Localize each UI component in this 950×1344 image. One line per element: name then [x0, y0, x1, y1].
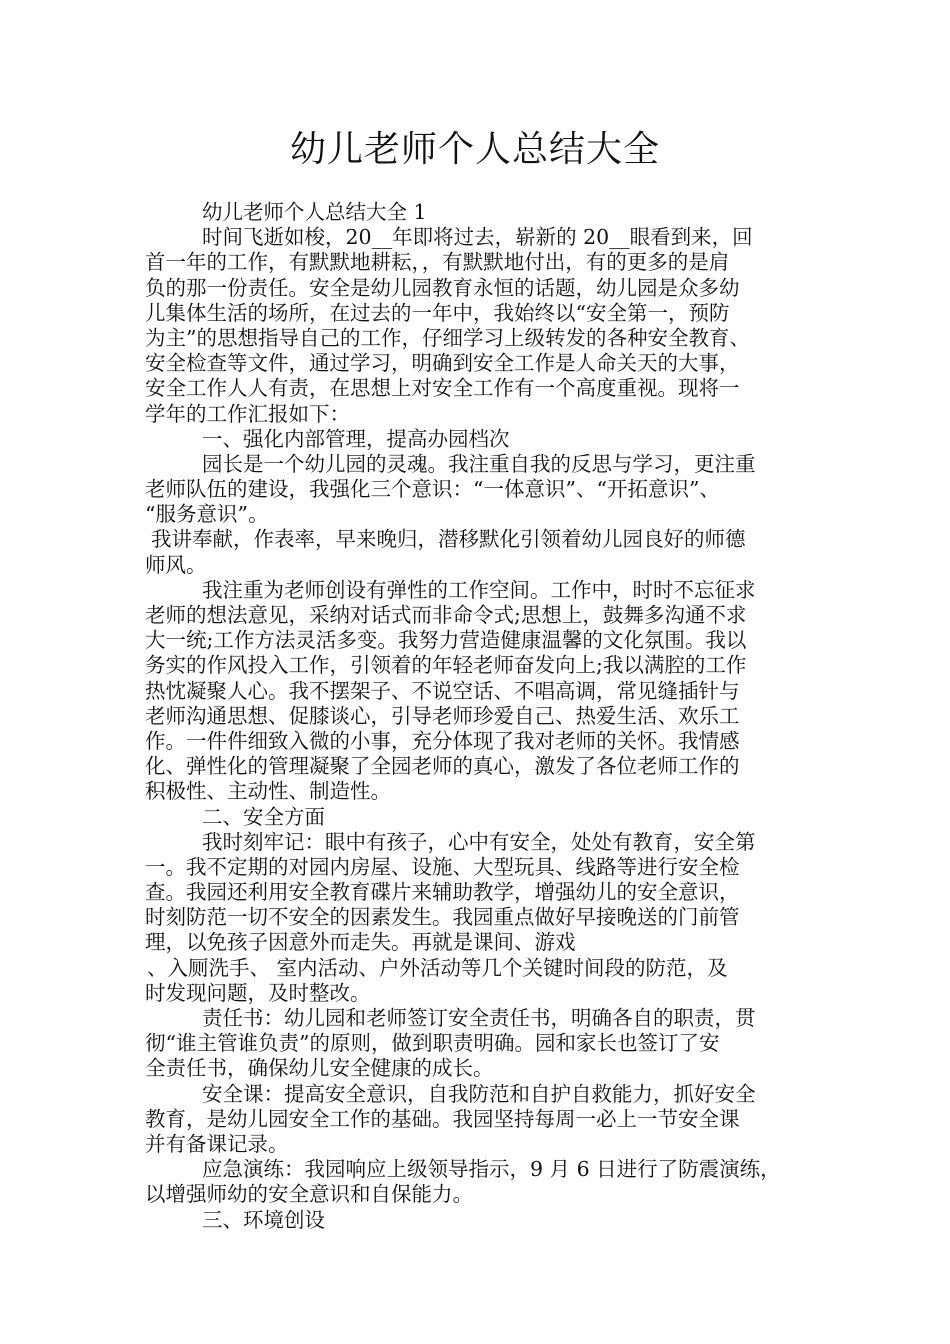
paragraph-line: 务实的作风投入工作，引领着的年轻老师奋发向上;我以满腔的工作: [145, 653, 747, 678]
paragraph-line: 应急演练：我园响应上级领导指示，9 月 6 日进行了防震演练，: [202, 1157, 781, 1182]
paragraph-line: 查。我园还利用安全教育碟片来辅助教学，增强幼儿的安全意识，: [145, 880, 740, 905]
paragraph-line: 老师队伍的建设，我强化三个意识：“一体意识”、“开拓意识”、: [145, 477, 720, 502]
paragraph-line: 学年的工作汇报如下：: [145, 401, 350, 426]
paragraph-line: 教育，是幼儿园安全工作的基础。我园坚持每周一必上一节安全课: [145, 1106, 740, 1131]
paragraph-line: 我时刻牢记：眼中有孩子，心中有安全，处处有教育，安全第: [202, 829, 756, 854]
paragraph-line: 我讲奉献，作表率，早来晚归，潜移默化引领着幼儿园良好的师德: [151, 527, 746, 552]
paragraph-line: 化、弹性化的管理凝聚了全园老师的真心，激发了各位老师工作的: [145, 754, 740, 779]
paragraph-line: 为主”的思想指导自己的工作，仔细学习上级转发的各种安全教育、: [145, 325, 750, 350]
paragraph-line: 负的那一份责任。安全是幼儿园教育永恒的话题，幼儿园是众多幼: [145, 275, 740, 300]
paragraph-line: 时刻防范一切不安全的因素发生。我园重点做好早接晚送的门前管: [145, 905, 740, 930]
paragraph-line: 积极性、主动性、制造性。: [145, 779, 391, 804]
section-heading: 幼儿老师个人总结大全 1: [202, 200, 427, 224]
section-heading: 一、强化内部管理，提高办园档次: [202, 426, 510, 451]
paragraph-line: 我注重为老师创设有弹性的工作空间。工作中，时时不忘征求: [202, 577, 756, 602]
paragraph-line: 作。一件件细致入微的小事，充分体现了我对老师的关怀。我情感: [145, 728, 740, 753]
paragraph-line: “服务意识”。: [145, 502, 269, 527]
paragraph-line: 首一年的工作，有默默地耕耘，，有默默地付出，有的更多的是肩: [145, 250, 730, 275]
paragraph-line: 时间飞逝如梭，20__年即将过去，崭新的 20__眼看到来，回: [202, 225, 753, 250]
paragraph-line: 师风。: [145, 552, 207, 577]
paragraph-line: 理，以免孩子因意外而走失。再就是课间、游戏: [145, 930, 576, 955]
section-heading: 三、环境创设: [202, 1207, 325, 1232]
paragraph-line: 儿集体生活的场所，在过去的一年中，我始终以“安全第一，预防: [145, 300, 730, 325]
paragraph-line: 责任书：幼儿园和老师签订安全责任书，明确各自的职责，贯: [202, 1006, 756, 1030]
paragraph-line: 并有备课记录。: [145, 1131, 289, 1156]
paragraph-line: 时发现问题，及时整改。: [145, 980, 371, 1005]
paragraph-line: 大一统;工作方法灵活多变。我努力营造健康温馨的文化氛围。我以: [145, 628, 747, 653]
document-body: [145, 200, 825, 1233]
paragraph-line: 安全工作人人有责，在思想上对安全工作有一个高度重视。现将一: [145, 376, 740, 401]
paragraph-line: 一。我不定期的对园内房屋、设施、大型玩具、线路等进行安全检: [145, 854, 740, 879]
paragraph-line: 热忱凝聚人心。我不摆架子、不说空话、不唱高调，常见缝插针与: [145, 678, 740, 703]
paragraph-line: 园长是一个幼儿园的灵魂。我注重自我的反思与学习，更注重: [202, 451, 756, 476]
paragraph-line: 老师沟通思想、促膝谈心，引导老师珍爱自己、热爱生活、欢乐工: [145, 703, 740, 728]
paragraph-line: 安全检查等文件，通过学习，明确到安全工作是人命关天的大事，: [145, 351, 740, 376]
paragraph-line: 彻“谁主管谁负责”的原则，做到职责明确。园和家长也签订了安: [145, 1031, 720, 1056]
paragraph-line: 全责任书，确保幼儿安全健康的成长。: [145, 1056, 494, 1081]
section-heading: 二、安全方面: [202, 804, 325, 829]
document-title: 幼儿老师个人总结大全: [289, 129, 660, 170]
paragraph-line: 老师的想法意见，采纳对话式而非命令式;思想上，鼓舞多沟通不求: [145, 603, 747, 627]
paragraph-line: 以增强师幼的安全意识和自保能力。: [145, 1182, 473, 1207]
paragraph-line: 、入厕洗手、 室内活动、户外活动等几个关键时间段的防范，及: [147, 955, 728, 980]
paragraph-line: 安全课：提高安全意识，自我防范和自护自救能力，抓好安全: [202, 1081, 756, 1106]
